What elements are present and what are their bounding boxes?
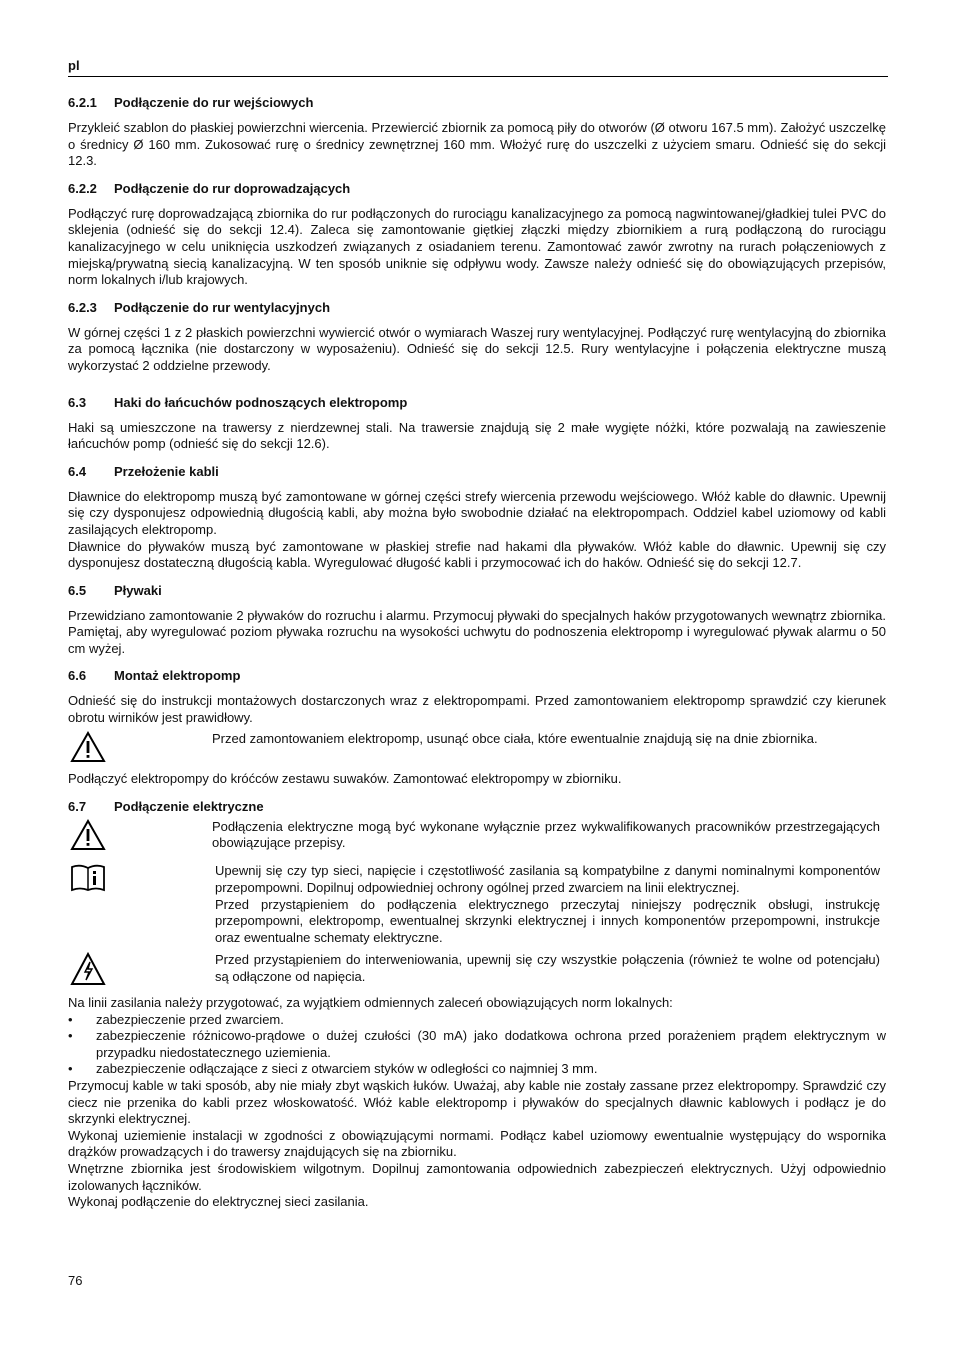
manual-text: Upewnij się czy typ sieci, napięcie i częstotliwość zasilania są kompatybilne z danymi nominalnymi komponentów przepompowni. Dopilnuj odpowiedniej ochrony ogólnej przed zwarciem na linii elektrycznej. [215, 863, 880, 896]
list-item-text: zabezpieczenie różnicowo-prądowe o dużej czułości (30 mA) jako dodatkowa ochrona przed porażeniem prądem elektrycznym w przypadku niedostatecznego uziemienia. [96, 1028, 886, 1060]
list-item-text: zabezpieczenie odłączające z sieci z otwarciem styków w odległości co najmniej 3 mm. [96, 1061, 598, 1077]
language-code: pl [68, 58, 80, 73]
section-6-2-3 [68, 300, 886, 375]
section-heading: 6.4 Przełożenie kabli [68, 463, 219, 479]
paragraph: Odnieść się do instrukcji montażowych dostarczonych wraz z elektropompami. Przed zamontowaniem elektropomp sprawdzić czy kierunek obrotu wirników jest prawidłowy. [68, 693, 886, 726]
section-heading: 6.3 Haki do łańcuchów podnoszących elektropomp [68, 394, 408, 410]
section-6-4 [68, 464, 886, 572]
section-heading: 6.6 Montaż elektropomp [68, 668, 241, 684]
section-heading: 6.2.1 Podłączenie do rur wejściowych [68, 95, 314, 110]
section-6-3 [68, 395, 886, 453]
manual-note [68, 863, 886, 946]
paragraph: Przewidziano zamontowanie 2 pływaków do rozruchu i alarmu. Przymocuj pływaki do specjalnych haków przygotowanych wewnątrz zbiornika. Pamiętaj, aby wyregulować poziom pływaka rozruchu na wysokości uchwytu do podnoszenia elektropomp i wyregulować pływak alarmu o 50 cm wyżej. [68, 607, 886, 656]
manual-text: Przed przystąpieniem do podłączenia elektrycznego przeczytaj niniejszy podręcznik obsługi, instrukcję przepompowni, elektropomp, ewentualnej skrzynki elektrycznej i innych komponentów przepompowni, instrukcje oraz ewentualne schematy elektryczne. [215, 896, 880, 945]
section-heading: 6.2.2 Podłączenie do rur doprowadzających [68, 180, 351, 196]
paragraph: Przykleić szablon do płaskiej powierzchni wiercenia. Przewiercić zbiornik za pomocą piły do otworów (Ø otworu 167.5 mm). Założyć uszczelkę o średnicy Ø 160 mm. Zukosować rurę o średnicy zewnętrznej 160 mm. Włożyć rurę do uszczelki z użyciem smaru. Odnieść się do sekcji 12.3. [68, 120, 886, 169]
bullet-list [68, 1012, 886, 1078]
warning-triangle-icon [68, 731, 212, 768]
page-number: 76 [68, 1273, 83, 1288]
paragraph: Dławnice do pływaków muszą być zamontowane w płaskiej strefie nad hakami dla pływaków. Włóż kable do dławnic. Upewnij się czy dysponujesz dostateczną długością kabla. Wyregulować długość kabli i przymocować ich do haków. Odnieść się do sekcji 12.7. [68, 538, 886, 571]
header-rule [68, 76, 888, 77]
paragraph: Podłączyć rurę doprowadzającą zbiornika do rur podłączonych do rurociągu kanalizacyjnego za pomocą nagwintowanej/gładkiej tulei PVC do sklejenia (odnieść się do sekcji 12.4). Zaleca się zamontowanie giętkiej złączki między zbiornikiem a rurą podłączoną do rurociągu kanalizacyjnego w celu uniknięcia uszkodzeń związanych z osiadaniem terenu. Zamontować zawór zwrotny na rurach połączeniowych z miejską/prywatną siecią kanalizacyjną. W ten sposób uniknie się odpływu wody. Zawsze należy odnieść się do obowiązujących przepisów, norm lokalnych i/lub krajowych. [68, 205, 886, 288]
section-6-2-1 [68, 95, 886, 170]
warning-note [68, 819, 886, 856]
warning-text: Podłączenia elektryczne mogą być wykonane wyłącznie przez wykwalifikowanych pracowników przestrzegających obowiązujące przepisy. [212, 818, 880, 851]
electric-text: Przed przystąpieniem do interweniowania, upewnij się czy wszystkie połączenia (również te wolne od potencjału) są odłączone od napięcia. [215, 952, 880, 984]
list-item [68, 1028, 886, 1061]
section-6-6 [68, 668, 886, 787]
bullet-icon: • [68, 1061, 73, 1077]
paragraph: Wykonaj uziemienie instalacji w zgodności z obowiązującymi normami. Podłącz kabel uziomowy ewentualnie występujący do wspornika drążków prowadzących i do trawersy znajdujących się na zbiorniku. [68, 1127, 886, 1160]
document-body [68, 95, 886, 1211]
warning-text: Przed zamontowaniem elektropomp, usunąć obce ciała, które ewentualnie znajdują się na dnie zbiornika. [212, 730, 818, 746]
warning-triangle-icon [68, 819, 212, 856]
list-item [68, 1012, 886, 1029]
warning-note [68, 731, 886, 768]
paragraph: Wnętrzne zbiornika jest środowiskiem wilgotnym. Dopilnuj zamontowania odpowiednich zabezpieczeń elektrycznych. Użyj odpowiednio izolowanych łączników. [68, 1160, 886, 1193]
bullet-icon: • [68, 1011, 73, 1027]
manual-book-icon [68, 863, 215, 898]
paragraph: Dławnice do elektropomp muszą być zamontowane w górnej części strefy wiercenia przewodu wejściowego. Włóż kable do dławnic. Upewnij się czy dysponujesz odpowiednią długością kabli, aby można było swobodnie działać na elektropompach. Oddziel kabel uziomowy od kabli zasilających elektropomp. [68, 488, 886, 537]
paragraph: W górnej części 1 z 2 płaskich powierzchni wywiercić otwór o wymiarach Waszej rury wentylacyjnej. Podłączyć rurę wentylacyjną do zbiornika za pomocą łącznika (nie dostarczony w wyposażeniu). Odnieść się do sekcji 12.5. Rury wentylacyjne i połączenia elektryczne muszą wykorzystać 2 oddzielne przewody. [68, 324, 886, 373]
section-heading: 6.2.3 Podłączenie do rur wentylacyjnych [68, 299, 331, 315]
paragraph: Haki są umieszczone na trawersy z nierdzewnej stali. Na trawersie znajdują się 2 małe wygięte nóżki, które pozwalają na zawieszenie łańcuchów pomp (odnieść się do sekcji 12.6). [68, 419, 886, 452]
section-6-7 [68, 799, 886, 1211]
paragraph: Przymocuj kable w taki sposób, aby nie miały zbyt wąskich łuków. Uważaj, aby kable nie zostały zassane przez elektropompy. Sprawdzić czy ciecz nie przenika do kabli przez włoskowatość. Włóż kable elektropomp i pływaków do specjalnych dławnic kablowych i podłącz je do skrzynki elektrycznej. [68, 1077, 886, 1127]
paragraph: Na linii zasilania należy przygotować, za wyjątkiem odmiennych zaleceń obowiązujących norm lokalnych: [68, 995, 673, 1010]
section-6-5 [68, 583, 886, 658]
paragraph: Podłączyć elektropompy do króćców zestawu suwaków. Zamontować elektropompy w zbiorniku. [68, 771, 622, 787]
section-heading: 6.5 Pływaki [68, 582, 162, 598]
list-item-text: zabezpieczenie przed zwarciem. [96, 1011, 284, 1027]
section-heading: 6.7 Podłączenie elektryczne [68, 798, 264, 814]
bullet-icon: • [68, 1028, 73, 1044]
electric-note [68, 952, 886, 991]
paragraph: Wykonaj podłączenie do elektrycznej sieci zasilania. [68, 1194, 369, 1210]
list-item [68, 1061, 886, 1078]
electric-hazard-icon [68, 952, 215, 991]
section-6-2-2 [68, 181, 886, 289]
